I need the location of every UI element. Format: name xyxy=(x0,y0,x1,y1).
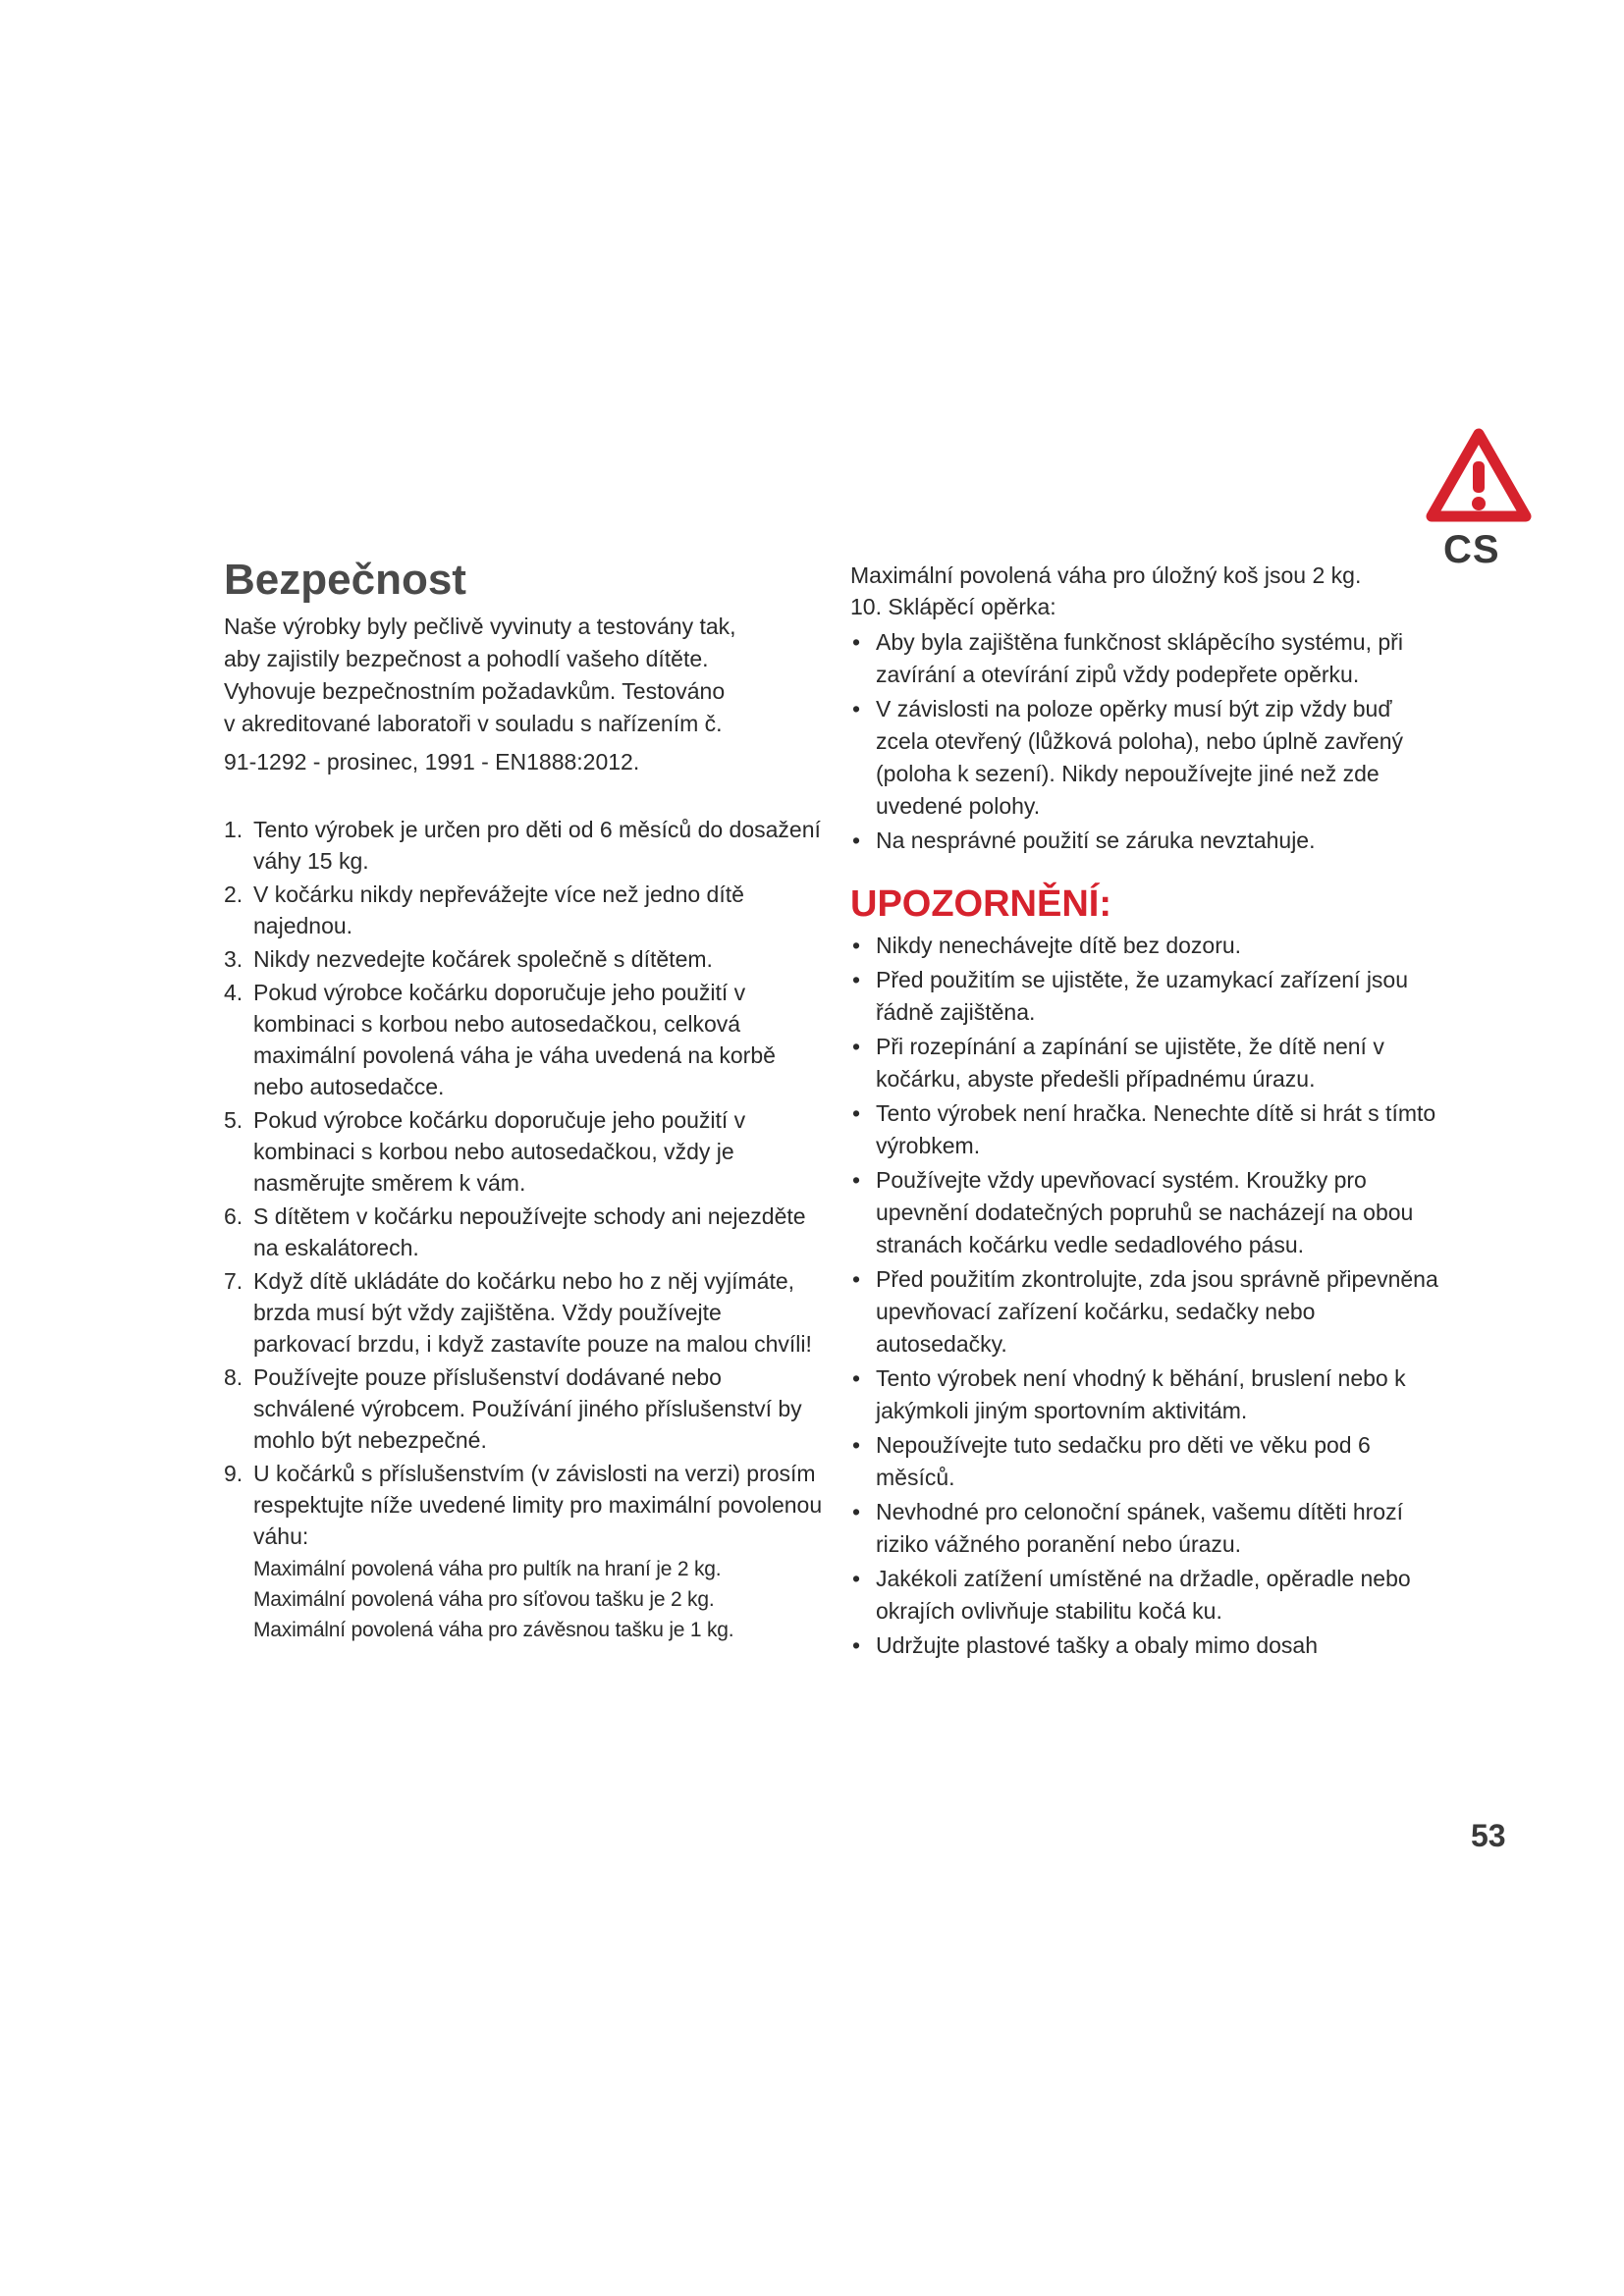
intro-line: v akreditované laboratoři v souladu s nařízením č. xyxy=(224,711,723,736)
standard-reference: 91-1292 - prosinec, 1991 - EN1888:2012. xyxy=(224,749,640,774)
weight-limits xyxy=(253,1554,823,1645)
list-item: • Nepoužívejte tuto sedačku pro děti ve věku pod 6 měsíců. xyxy=(850,1429,1439,1494)
backrest-bullets xyxy=(850,626,1439,857)
rule-item xyxy=(224,1458,823,1645)
list-item: • Aby byla zajištěna funkčnost sklápěcího systému, při zavírání a otevírání zipů vždy podepřete opěrku. xyxy=(850,626,1439,691)
rule-number: 3. xyxy=(224,946,244,972)
rule-number: 5. xyxy=(224,1107,244,1133)
rule-number: 4. xyxy=(224,980,244,1005)
rule-item xyxy=(224,1104,823,1199)
list-item: • Tento výrobek není vhodný k běhání, bruslení nebo k jakýmkoli jiným sportovním aktivitám. xyxy=(850,1362,1439,1427)
warning-bullets xyxy=(850,930,1439,1662)
list-item: • Při rozepínání a zapínání se ujistěte, že dítě není v kočárku, abyste předešli případnému úrazu. xyxy=(850,1031,1439,1095)
rule-text: Tento výrobek je určen pro děti od 6 měsíců do dosažení váhy 15 kg. xyxy=(253,817,821,874)
rule-item xyxy=(224,814,823,877)
page-number: 53 xyxy=(1471,1818,1506,1853)
rule-text: V kočárku nikdy nepřevážejte více než jedno dítě najednou. xyxy=(253,881,744,938)
rule-item xyxy=(224,977,823,1102)
list-item: • Udržujte plastové tašky a obaly mimo dosah xyxy=(850,1629,1439,1662)
basket-weight-limit: Maximální povolená váha pro úložný koš jsou 2 kg. xyxy=(850,562,1362,588)
list-item: • Před použitím zkontrolujte, zda jsou správně připevněna upevňovací zařízení kočárku, sedačky nebo autosedačky. xyxy=(850,1263,1439,1361)
list-item: • Tento výrobek není hračka. Nenechte dítě si hrát s tímto výrobkem. xyxy=(850,1097,1439,1162)
rule-item xyxy=(224,943,823,975)
rule-item xyxy=(224,879,823,941)
rule-number: 9. xyxy=(224,1461,244,1486)
list-item: • Na nesprávné použití se záruka nevztahuje. xyxy=(850,825,1439,857)
intro-line: aby zajistily bezpečnost a pohodlí vašeho dítěte. xyxy=(224,646,709,671)
rule-number: 1. xyxy=(224,817,244,842)
warning-heading: UPOZORNĚNÍ: xyxy=(850,883,1111,925)
rule-text: Nikdy nezvedejte kočárek společně s dítětem. xyxy=(253,946,713,972)
rule-item xyxy=(224,1265,823,1360)
list-item: • Používejte vždy upevňovací systém. Kroužky pro upevnění dodatečných popruhů se nacházejí na obou stranách kočárku vedle sedadlového pásu. xyxy=(850,1164,1439,1261)
list-item: • Jakékoli zatížení umístěné na držadle, opěradle nebo okrajích ovlivňuje stabilitu kočá ku. xyxy=(850,1563,1439,1628)
right-column xyxy=(850,560,1439,1664)
language-code: CS xyxy=(1443,528,1500,571)
safety-rules-list xyxy=(224,814,823,1645)
rule-text: Když dítě ukládáte do kočárku nebo ho z něj vyjímáte, brzda musí být vždy zajištěna. Vždy používejte parkovací brzdu, i když zastavíte pouze na malou chvíli! xyxy=(253,1268,812,1357)
rule-text: Používejte pouze příslušenství dodávané nebo schválené výrobcem. Používání jiného příslušenství by mohlo být nebezpečné. xyxy=(253,1364,802,1453)
rule-number: 6. xyxy=(224,1203,244,1229)
weight-limit: Maximální povolená váha pro síťovou tašku je 2 kg. xyxy=(253,1588,715,1611)
intro-line: Vyhovuje bezpečnostním požadavkům. Testováno xyxy=(224,678,726,704)
intro-line: Naše výrobky byly pečlivě vyvinuty a testovány tak, xyxy=(224,614,736,639)
left-column xyxy=(224,556,823,1647)
rule-item xyxy=(224,1201,823,1263)
rule-text: S dítětem v kočárku nepoužívejte schody ani nejezděte na eskalátorech. xyxy=(253,1203,806,1260)
rule-text: Pokud výrobce kočárku doporučuje jeho použití v kombinaci s korbou nebo autosedačkou, celková maximální povolená váha je váha uvedená na korbě nebo autosedačce. xyxy=(253,980,776,1099)
weight-limit: Maximální povolená váha pro závěsnou tašku je 1 kg. xyxy=(253,1619,734,1641)
rule-text: U kočárků s příslušenstvím (v závislosti na verzi) prosím respektujte níže uvedené limity pro maximální povolenou váhu: xyxy=(253,1461,823,1549)
intro-paragraph xyxy=(224,611,823,778)
page-title: Bezpečnost xyxy=(224,556,466,604)
list-item: • Nikdy nenechávejte dítě bez dozoru. xyxy=(850,930,1439,962)
warning-triangle-icon xyxy=(1426,428,1532,526)
rule-number: 7. xyxy=(224,1268,244,1294)
weight-limit: Maximální povolená váha pro pultík na hraní je 2 kg. xyxy=(253,1558,722,1580)
list-item: • Nevhodné pro celonoční spánek, vašemu dítěti hrozí riziko vážného poranění nebo úrazu. xyxy=(850,1496,1439,1561)
list-item: • Před použitím se ujistěte, že uzamykací zařízení jsou řádně zajištěna. xyxy=(850,964,1439,1029)
rule-number: 8. xyxy=(224,1364,244,1390)
list-item: • V závislosti na poloze opěrky musí být zip vždy buď zcela otevřený (lůžková poloha), nebo úplně zavřený (poloha k sezení). Nikdy nepoužívejte jiné než zde uvedené polohy. xyxy=(850,693,1439,823)
right-intro xyxy=(850,560,1439,622)
rule-item xyxy=(224,1362,823,1456)
backrest-heading: 10. Sklápěcí opěrka: xyxy=(850,594,1056,619)
rule-number: 2. xyxy=(224,881,244,907)
rule-text: Pokud výrobce kočárku doporučuje jeho použití v kombinaci s korbou nebo autosedačkou, vždy je nasměrujte směrem k vám. xyxy=(253,1107,746,1196)
